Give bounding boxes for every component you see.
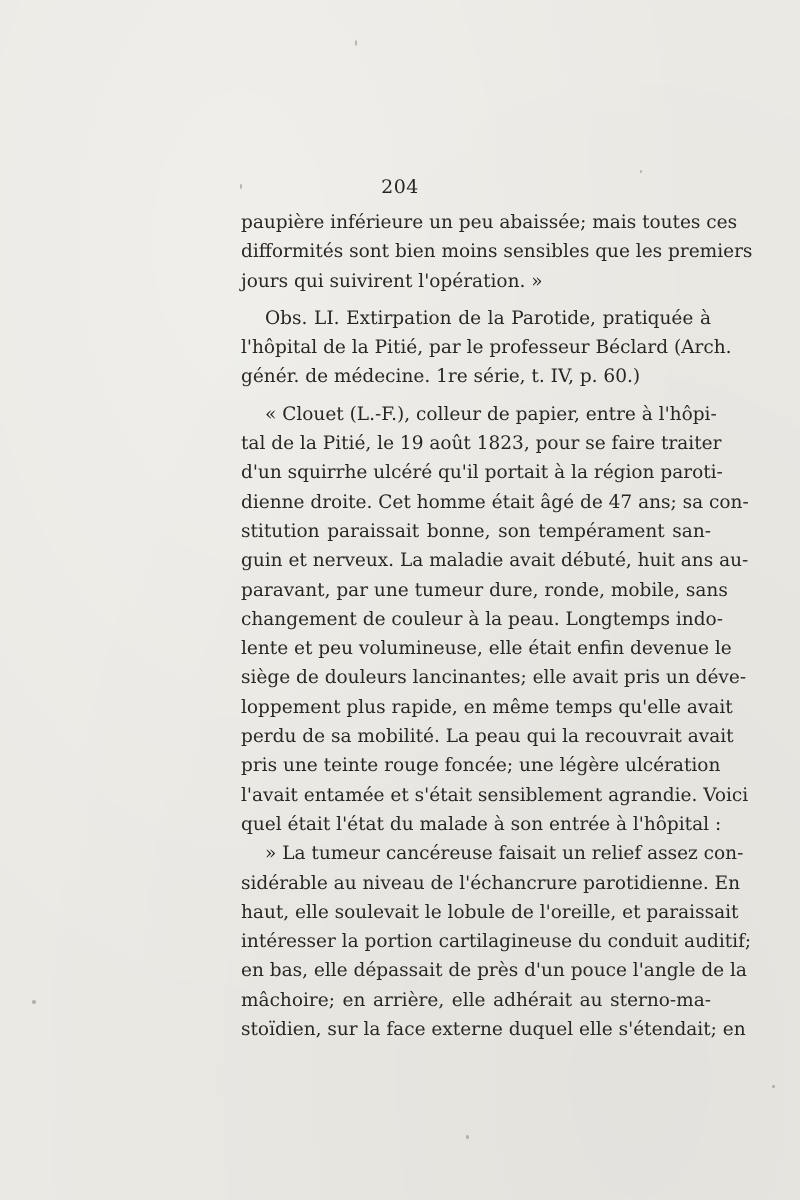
text-line: paravant, par une tumeur dure, ronde, mobile, sans (241, 579, 728, 601)
paper-speck (772, 1085, 775, 1088)
text-line: guin et nerveux. La maladie avait débuté, huit ans au- (241, 550, 749, 572)
text-line: » La tumeur cancéreuse faisait un relief assez con- (265, 843, 744, 865)
text-line: d'un squirrhe ulcéré qu'il portait à la région paroti- (241, 462, 723, 484)
text-line: changement de couleur à la peau. Longtemps indo- (241, 608, 723, 630)
text-line: stoïdien, sur la face externe duquel elle s'étendait; en (241, 1019, 746, 1041)
observation-heading-line: l'hôpital de la Pitié, par le professeur Béclard (Arch. (241, 337, 732, 359)
text-line: sidérable au niveau de l'échancrure parotidienne. En (241, 872, 741, 894)
text-line: quel était l'état du malade à son entrée à l'hôpital : (241, 813, 722, 835)
text-line: lente et peu volumineuse, elle était enfin devenue le (241, 638, 732, 660)
paper-speck (640, 170, 642, 173)
text-line: jours qui suivirent l'opération. » (241, 270, 543, 292)
observation-heading-line: Obs. LI. Extirpation de la Parotide, pratiquée à (265, 307, 711, 329)
text-line: dienne droite. Cet homme était âgé de 47 ans; sa con- (241, 491, 749, 513)
paper-speck (355, 40, 357, 46)
text-line: loppement plus rapide, en même temps qu'elle avait (241, 696, 733, 718)
text-line: haut, elle soulevait le lobule de l'oreille, et paraissait (241, 901, 739, 923)
text-line: perdu de sa mobilité. La peau qui la recouvrait avait (241, 726, 734, 748)
text-line: mâchoire; en arrière, elle adhérait au sterno-ma- (241, 989, 711, 1011)
page-number: 204 (381, 176, 419, 198)
text-line: stitution paraissait bonne, son tempérament san- (241, 520, 711, 542)
text-line: l'avait entamée et s'était sensiblement agrandie. Voici (241, 784, 749, 806)
text-line: tal de la Pitié, le 19 août 1823, pour se faire traiter (241, 433, 722, 455)
text-line: pris une teinte rouge foncée; une légère ulcération (241, 755, 721, 777)
text-line: paupière inférieure un peu abaissée; mais toutes ces (241, 212, 738, 233)
paper-speck (32, 1000, 36, 1004)
text-line: intéresser la portion cartilagineuse du conduit auditif; (241, 931, 752, 953)
body-text (241, 208, 753, 1044)
text-line: « Clouet (L.-F.), colleur de papier, entre à l'hôpi- (265, 403, 717, 425)
observation-heading-line: génér. de médecine. 1re série, t. IV, p. 60.) (241, 366, 641, 388)
text-line: siège de douleurs lancinantes; elle avait pris un déve- (241, 667, 747, 689)
text-line: difformités sont bien moins sensibles que les premiers (241, 241, 753, 263)
paper-speck (466, 1135, 469, 1139)
text-line: en bas, elle dépassait de près d'un pouce l'angle de la (241, 960, 747, 982)
paper-speck (240, 184, 242, 189)
